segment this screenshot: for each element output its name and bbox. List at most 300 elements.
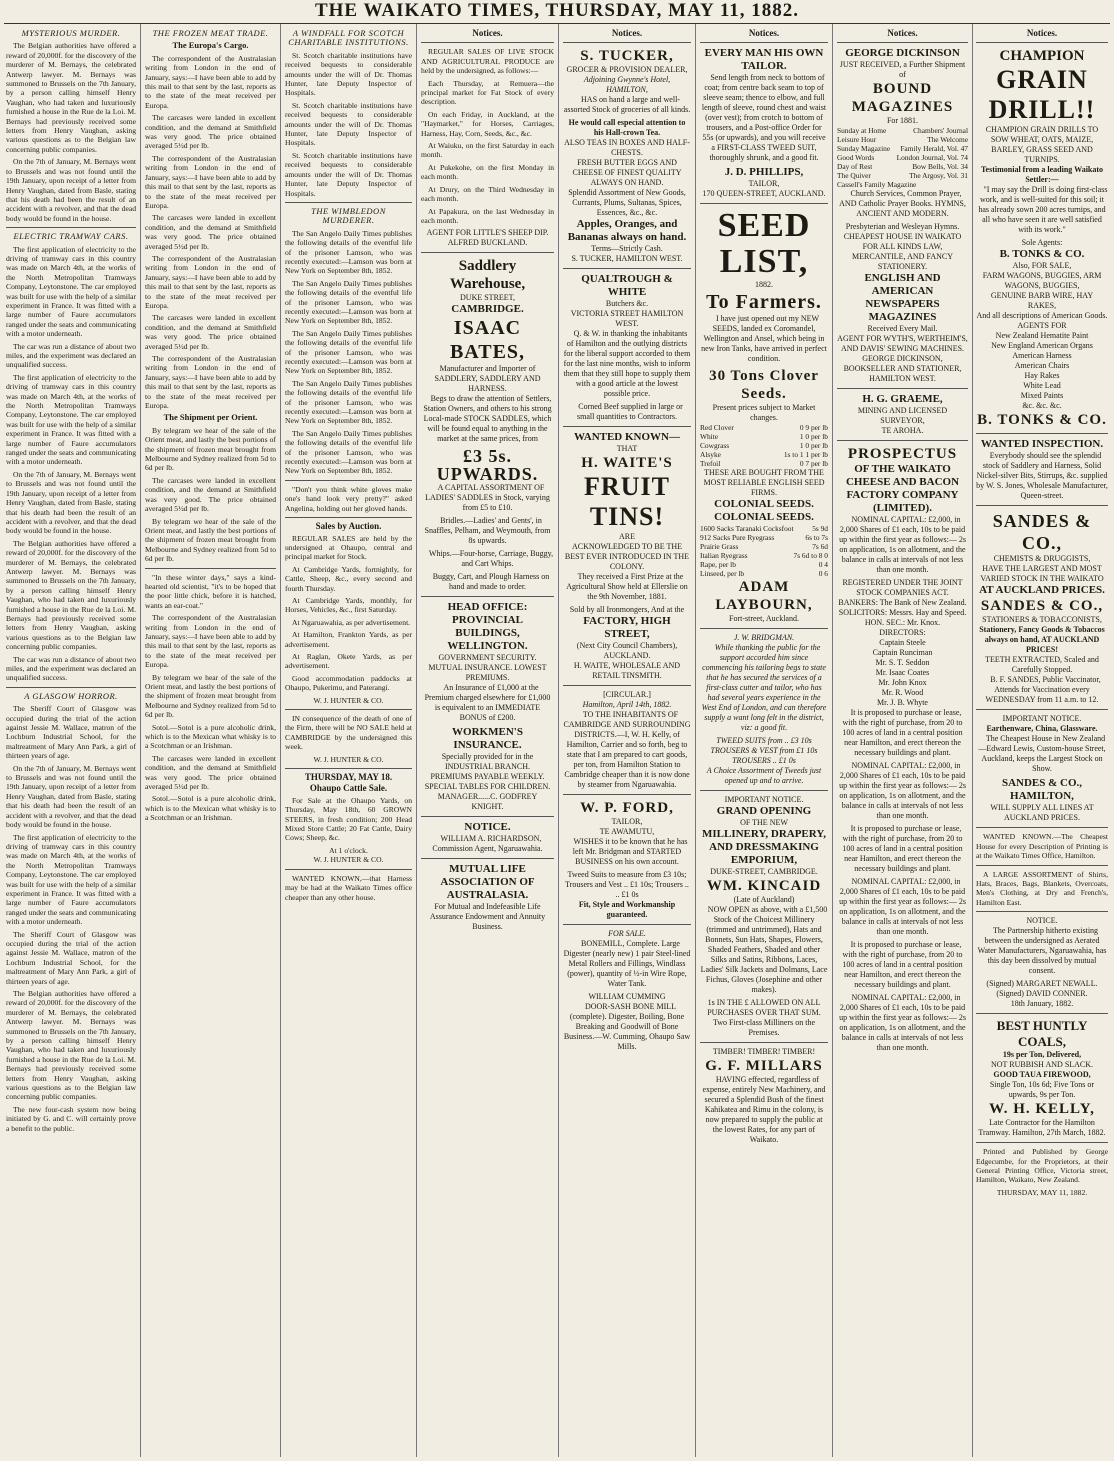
ad-headline: WANTED INSPECTION. — [980, 438, 1104, 451]
section-heading: Notices. — [611, 28, 643, 38]
ad-line: HAVE THE LARGEST AND MOST VARIED STOCK IN THE WAIKATO — [980, 564, 1104, 584]
ad-headline: WANTED KNOWN— — [573, 431, 681, 444]
ad-headline: COLONIAL SEEDS. COLONIAL SEEDS. — [714, 498, 814, 524]
ad-signature: S. TUCKER, HAMILTON WEST. — [571, 254, 683, 264]
ad-line: TE AWAMUTU, — [599, 827, 655, 837]
agent-item: Hay Rakes — [1024, 371, 1060, 381]
divider — [563, 42, 691, 43]
article-title: THE WIMBLEDON MURDERER. — [311, 205, 386, 226]
divider — [421, 252, 554, 253]
ad-signature: W. H. KELLY, — [989, 1101, 1095, 1118]
ad-text: BONEMILL, Complete. Large Digester (nearly new) 1 pair Steel-lined Metal Rollers and Fillings, Windlass (power), quantity of ½-in Wire Rope, Water Tank. — [563, 939, 691, 989]
ad-line: (Signed) MARGARET NEWALL. — [986, 979, 1098, 989]
ad-text: Begs to draw the attention of Settlers, Station Owners, and others to his strong Local-made STOCK SADDLES, which will be found equal to anything in the market at the same prices, from — [423, 394, 552, 444]
column-7 — [837, 27, 968, 1455]
ad-headline: NEWSPAPERS MAGAZINES — [865, 298, 940, 324]
ad-line: ACKNOWLEDGED TO BE THE BEST EVER INTRODUCED IN THE COLONY. — [564, 542, 690, 572]
column-rule — [972, 24, 973, 1457]
fruit-tins-ad — [563, 431, 691, 681]
grain-drill-ad — [976, 47, 1108, 429]
ad-line: 1882. — [755, 280, 773, 290]
article-paragraph: By telegram we hear of the sale of the Orient meat, and lastly the best portions of the shipment of frozen meat brought from Melbourne and Sydney realized from 5d to 6d per lb. — [145, 672, 276, 720]
ad-headline: FRUIT TINS! — [584, 472, 670, 532]
ad-text: NOMINAL CAPITAL: £2,000, in 2,000 Shares of £1 each, 10s to be paid up within the first year as follows:— 2s on application, 1s on allotment, and the balance in calls at intervals of not less than one month. — [839, 761, 966, 821]
forsale-ad — [563, 929, 691, 1052]
column-4 — [421, 27, 554, 1455]
ad-text: On each Friday, in Auckland, at the "Haymarket," for Horses, Carriages, Harness, Hay, Corn, Seeds, &c., &c. — [421, 109, 554, 138]
ad-text: WANTED KNOWN,—that Harness may be had at the Waikato Times office cheaper than any other house. — [285, 873, 412, 902]
agent-item: White Lead — [1023, 381, 1061, 391]
ad-headline: QUALTROUGH & WHITE — [581, 273, 673, 299]
ad-headline: BEST HUNTLY COALS, — [996, 1018, 1088, 1050]
ad-line: MINING AND LICENSED SURVEYOR, — [857, 406, 948, 426]
article-paragraph: The Sheriff Court of Glasgow was occupied during the trial of the action against Jessie M. Wallace, matron of the Lochburn Industrial School, for the maltreatment of Mary Ann Park, a girl of thirteen years of age. — [6, 704, 136, 761]
article-paragraph: "Don't you think white gloves make one's hand look very pretty?" asked Angelina, holding out her gloved hands. — [285, 484, 412, 513]
divider — [976, 827, 1108, 828]
price-row: Red Clover 0 9 per lb — [700, 423, 828, 433]
ad-text: Q. & W. in thanking the inhabitants of Hamilton and the outlying districts for the liberal support accorded to them for the last nine months, wish to inform them that they still hope to supply them with a good article at the lowest possible price. — [563, 329, 691, 399]
ad-line: MANAGER......C. GODFREY KNIGHT. — [437, 792, 538, 812]
sale-time: At 1 o'clock. — [329, 845, 368, 855]
ad-headline: G. F. MILLARS — [705, 1058, 823, 1075]
ad-text: IN consequence of the death of one of the Firm, there will be NO SALE held at CAMBRIDGE by the undersigned this week. — [285, 714, 412, 752]
ad-line: TE AROHA. — [881, 426, 924, 436]
article-paragraph: The correspondent of the Australasian writing from London in the end of January, says:—I have been able to add by this mail to that sent by the last, reports as to the state of the meat received per Europa. — [145, 613, 276, 670]
ad-text: Everybody should see the splendid stock of Saddlery and Harness, Solid Nickel-silver Bits, Stirrups, &c. supplied by W. S. Jones, Wholesale Manufacturer, Queen-street. — [976, 451, 1108, 501]
price-row: Cowgrass 1 0 per lb — [700, 441, 828, 451]
column-rule — [695, 24, 696, 1457]
ad-text: Corned Beef supplied in large or small quantities to Contractors. — [577, 402, 683, 422]
divider — [976, 505, 1108, 506]
ad-text: A LARGE ASSORTMENT of Shirts, Hats, Braces, Bags, Blankets, Overcoats, Men's Clothing, at Dry and French's, Hamilton East. — [976, 869, 1108, 907]
ad-text: Buggy, Cart, and Plough Harness on hand and made to order. — [432, 572, 550, 592]
article-subtitle: The Europa's Cargo. — [172, 40, 249, 51]
ad-headline: J. W. BRIDGMAN. — [733, 633, 795, 643]
ad-text: At Hamilton, Frankton Yards, as per advertisement. — [285, 630, 412, 649]
ad-headline: PROSPECTUS — [847, 446, 958, 463]
article-paragraph: The new four-cash system now being initiated by G. and C. will certainly prove a benefit to the public. — [6, 1104, 136, 1133]
ad-line: AGENT FOR WYTH'S, WERTHEIM'S, AND DAVIS' SEWING MACHINES. — [837, 334, 968, 354]
director-name: Mr. John Knox — [878, 678, 927, 688]
column-rule — [832, 24, 833, 1457]
divider — [700, 790, 828, 791]
ad-line: TROUSERS .. £1 0s — [732, 756, 796, 766]
prospectus-ad — [837, 445, 968, 1053]
director-name: Mr. R. Wood — [881, 688, 924, 698]
ad-line: FARM WAGONS, BUGGIES, ARM WAGONS, BUGGIES, — [982, 271, 1102, 291]
ad-headline: AT AUCKLAND PRICES. — [979, 584, 1105, 597]
ad-line: AGENT FOR LITTLE'S SHEEP DIP. — [426, 228, 549, 238]
ad-text: REGULAR SALES OF LIVE STOCK AND AGRICULTURAL PRODUCE are held by the undersigned, as follows:— — [421, 47, 554, 76]
ad-headline: WORKMEN'S INSURANCE. — [452, 726, 523, 752]
divider — [976, 911, 1108, 912]
ad-text: I have just opened out my NEW SEEDS, landed ex Coromandel, Wellington and Ansel, which being in new Iron Tanks, have arrived in perfect condition. — [701, 314, 827, 364]
inspection-ad — [976, 438, 1108, 501]
article-paragraph: The Belgian authorities have offered a reward of 20,000f. for the discovery of the murderer of M. Bernays, the celebrated Antwerp lawyer. M. Bernays was summoned to Brussels on the 7th January, by a person calling himself Henry Vaughan, who had taken and luxuriously furnished a house in the Rue de la Loi. M. Bernays had previously received some letters from Henry Vaughan, asking various questions as to the Belgian law concerning public companies. — [6, 989, 136, 1102]
magazine-row: Sunday at Home Chambers' Journal — [837, 126, 968, 136]
ad-text: At Ngaruawahia, as per advertisement. — [292, 617, 411, 627]
ad-text: It is proposed to purchase or lease, with the right of purchase, from 20 to 100 acres of land in a central position near Hamilton, and erect thereon the necessary buildings and plant. — [842, 708, 963, 758]
ad-line: SOLICITORS: Messrs. Hay and Speed. — [838, 608, 967, 618]
tucker-ad — [563, 47, 691, 264]
ad-block — [421, 228, 554, 248]
sandes-ad — [976, 510, 1108, 705]
ad-line: (Next City Council Chambers), AUCKLAND. — [576, 641, 678, 661]
agent-item: New Zealand Hematite Paint — [995, 331, 1089, 341]
director-name: Mr. J. B. Whyte — [877, 698, 928, 708]
ad-headline: J. D. PHILLIPS, — [724, 166, 804, 179]
ad-text: WILLIAM A. RICHARDSON, Commission Agent, Ngaruawahia. — [432, 834, 543, 854]
ad-signature: B. TONKS & CO. — [977, 412, 1107, 429]
article-title: A GLASGOW HORROR. — [24, 690, 118, 701]
ad-signature: W. J. HUNTER & CO. — [313, 754, 384, 764]
ad-signature: W. J. HUNTER & CO. — [313, 695, 384, 705]
ad-text: It is proposed to purchase or lease, with the right of purchase, from 20 to 100 acres of land in a central position near Hamilton, and erect thereon the necessary buildings and plant. — [842, 824, 963, 874]
imprint: Printed and Published by George Edgecumbe, for the Proprietors, at their General Printing Office, Victoria street, Hamilton, Waikato, New Zealand. — [976, 1147, 1108, 1185]
ad-line: Sole Agents: — [1021, 238, 1063, 248]
ad-headline: GEORGE DICKINSON — [845, 47, 960, 60]
ad-line: 170 QUEEN-STREET, AUCKLAND. — [702, 189, 826, 199]
divider — [837, 440, 968, 441]
magazine-row: The Quiver The Argosy, Vol. 31 — [837, 171, 968, 181]
ad-text: Whips.—Four-horse, Carriage, Buggy, and Cart Whips. — [428, 549, 554, 569]
ad-line: Hamilton, April 14th, 1882. — [582, 700, 672, 710]
ad-text: HAS on hand a large and well-assorted Stock of groceries of all kinds. — [563, 95, 691, 115]
article-paragraph: By telegram we hear of the sale of the Orient meat, and lastly the best portions of the shipment of frozen meat brought from Melbourne and Sydney realized from 5d to 6d per lb. — [145, 425, 276, 473]
article-title: ELECTRIC TRAMWAY CARS. — [13, 231, 129, 242]
divider — [700, 42, 828, 43]
ad-line: Tweed Suits to measure from £3 10s; Trousers and Vest .. £1 10s; Trousers .. .. £1 0s — [565, 870, 689, 900]
article-paragraph: The correspondent of the Australasian writing from London in the end of January, says:—I have been able to add by this mail to that sent by the last, reports as to the state of the meat received per Europa. — [145, 354, 276, 411]
article-paragraph: By telegram we hear of the sale of the Orient meat, and lastly the best portions of the shipment of frozen meat brought from Melbourne and Sydney realized from 5d to 6d per lb. — [145, 516, 276, 564]
ad-line: Presbyterian and Wesleyan Hymns. — [845, 222, 960, 232]
ad-line: GROCER & PROVISION DEALER, — [566, 65, 688, 75]
article-paragraph: The San Angelo Daily Times publishes the following details of the eventful life of the prisoner Lamson, who was recently executed:—Lamson was born at New York on September 8th, 1852. — [285, 278, 412, 326]
ad-text: WANTED KNOWN.—The Cheapest House for every Description of Printing is at the Waikato Times Office, Hamilton. — [976, 832, 1108, 861]
director-name: Captain Steele — [879, 638, 926, 648]
divider — [145, 568, 276, 569]
article-paragraph: "In these winter days," says a kind-hearted old scientist, "it's to be hoped that the poor little chick, before it is hatched, wants an ear-coat." — [145, 572, 276, 610]
price-row: Trefoil 0 7 per lb — [700, 459, 828, 469]
ad-line: He would call especial attention to his Hall-crown Tea. — [568, 118, 686, 138]
ad-line: 19s per Ton, Delivered, — [1002, 1050, 1082, 1060]
divider — [563, 426, 691, 427]
notice-ad — [421, 821, 554, 854]
timber-ad — [700, 1047, 828, 1145]
divider — [285, 768, 412, 769]
ad-headline: NOTICE. — [1026, 916, 1058, 926]
ad-text: WISHES it to be known that he has left Mr. Bridgman and STARTED BUSINESS on his own account. — [572, 837, 688, 867]
column-rule — [558, 24, 559, 1457]
ad-text: NOW OPEN as above, with a £1,500 Stock of the Choicest Millinery (trimmed and untrimmed), Hats and Bonnets, Sun Hats, Shapes, Flowers, Shaded Feathers, Shaded and other Silks and Satins, Ribbons, Laces, Ladies' Silk Jackets and Dolmans, Lace Fichus, Gloves (Josephine and other makes). — [700, 905, 828, 995]
section-heading: Notices. — [748, 28, 780, 38]
ad-line: [CIRCULAR.] — [603, 690, 651, 700]
director-name: Captain Runciman — [872, 648, 933, 658]
ad-line: THAT — [616, 444, 638, 454]
column-8 — [976, 27, 1108, 1455]
ad-line: NOT RUBBISH AND SLACK. — [990, 1060, 1094, 1070]
ad-line: Stationery, Fancy Goods & Tobaccos always on hand, AT AUCKLAND PRICES! — [979, 625, 1105, 655]
divider — [285, 869, 412, 870]
article-title: A WINDFALL FOR SCOTCH CHARITABLE INSTITUTIONS. — [288, 28, 409, 48]
ad-text: Each Thursday, at Remuera—the principal market for Fat Stock of every description. — [421, 78, 554, 107]
ad-line: Fort-street, Auckland. — [729, 614, 799, 624]
ad-line: Splendid Assortment of New Goods, Currants, Plums, Sultanas, Spices, Essences, &c., &c. — [568, 188, 686, 218]
ad-line: DUKE STREET, — [460, 293, 515, 303]
magazine-row: Cassell's Family Magazine — [837, 180, 917, 190]
section-heading: Notices. — [1026, 28, 1058, 38]
ad-line: DIRECTORS: — [879, 628, 926, 638]
ad-headline: FOR SALE. — [608, 929, 646, 939]
ad-line: Late Contractor for the Hamilton Tramway. Hamilton, 27th March, 1882. — [978, 1118, 1106, 1138]
article-paragraph: The Belgian authorities have offered a reward of 20,000f. for the discovery of the murderer of M. Bernays, the celebrated Antwerp lawyer. M. Bernays was summoned to Brussels on the 7th January, by a person calling himself Henry Vaughan, who had taken and luxuriously furnished a house in the Rue de la Loi. M. Bernays had previously received some letters from Henry Vaughan, asking various questions as to the Belgian law concerning public companies. — [6, 41, 136, 154]
agent-item: New England American Organs — [991, 341, 1093, 351]
ad-signature: GEORGE DICKINSON, BOOKSELLER AND STATIONER, HAMILTON WEST. — [843, 354, 962, 384]
ad-headline: MUTUAL LIFE ASSOCIATION OF AUSTRALASIA. — [440, 863, 535, 902]
article-paragraph: The Belgian authorities have offered a reward of 20,000f. for the discovery of the murderer of M. Bernays, the celebrated Antwerp lawyer. M. Bernays was summoned to Brussels on the 7th January, by a person calling himself Henry Vaughan, who had taken and luxuriously furnished a house in the Rue de la Loi. M. Bernays had previously received some letters from Henry Vaughan, asking various questions as to the Belgian law concerning public companies. — [6, 538, 136, 652]
divider — [976, 42, 1108, 43]
director-name: Mr. Isaac Coates — [875, 668, 930, 678]
ad-headline: SANDES & CO., — [992, 511, 1092, 554]
divider — [976, 1013, 1108, 1014]
ad-line: SPECIAL TABLES FOR CHILDREN. — [424, 782, 551, 792]
ad-text: For Sale at the Ohaupo Yards, on Thursday, May 18th, 60 GROWN STEERS, in fresh condition; 200 Head Mixed Store Cattle; 20 Fat Cattle, Dairy Cows; Sheep, &c. — [285, 795, 412, 843]
ad-line: Sold by all Ironmongers, And at the — [569, 605, 685, 615]
ad-line: FRESH BUTTER EGGS AND CHEESE OF FINEST QUALITY ALWAYS ON HAND. — [572, 158, 682, 188]
coal-ad — [976, 1018, 1108, 1138]
bridgman-ad — [700, 633, 828, 786]
ad-headline: Saddlery Warehouse, — [449, 258, 526, 293]
ad-headline: Earthenware, China, Glassware. — [986, 724, 1098, 734]
ad-line: THESE ARE BOUGHT FROM THE MOST RELIABLE ENGLISH SEED FIRMS. — [703, 468, 825, 498]
ad-line: WILL SUPPLY ALL LINES AT AUCKLAND PRICES. — [990, 803, 1094, 823]
divider — [976, 1142, 1108, 1143]
ad-line: ALSO TEAS IN BOXES AND HALF-CHESTS. — [564, 138, 690, 158]
column-1 — [6, 27, 136, 1455]
agent-item: American Harness — [1012, 351, 1072, 361]
ad-line: TAILOR, — [611, 817, 643, 827]
ad-headline: H. WAITE'S — [581, 455, 673, 472]
partnership-notice — [976, 916, 1108, 1009]
ad-text: Church Services, Common Prayer, AND Catholic Prayer Books. HYMNS, ANCIENT AND MODERN. — [839, 189, 966, 219]
ad-headline: SEED LIST, — [717, 207, 811, 281]
ad-headline: GRAIN — [996, 65, 1088, 95]
article-paragraph: Sotol.—Sotol is a pure alcoholic drink, which is to the Mexican what whisky is to a Scotchman or an Irishman. — [145, 722, 276, 751]
ad-line: DUKE-STREET, CAMBRIDGE. — [710, 867, 818, 877]
article-paragraph: On the 7th of January, M. Bernays went to Brussels and was not found until the 19th January, upon receipt of a letter from Henry Vaughan, dated from Basle, stating that his death had been the result of an accident with a revolver, and that the dead body would be found in the house. — [6, 469, 136, 536]
section-heading: Notices. — [887, 28, 918, 38]
ad-headline: FACTORY, HIGH STREET, — [583, 615, 671, 641]
price-row: Linseed, per lb 0 6 — [700, 569, 828, 579]
article-paragraph: On the 7th of January, M. Bernays went to Brussels and was not found until the 19th January, upon receipt of a letter from Henry Vaughan, dated from Basle, stating that his death had been the result of an accident with a revolver, and that the dead body would be found in the house. — [6, 763, 136, 830]
divider — [421, 596, 554, 597]
ad-headline: W. P. FORD, — [580, 800, 674, 817]
tailor-ad — [700, 47, 828, 199]
ad-text: HAVING effected, regardless of expense, entirely New Machinery, and secured a Splendid Bush of the finest Kahikatea and Rimu in the colony, is now prepared to supply the public at the lowest Rates, for any part of Waikato. — [702, 1075, 826, 1145]
ad-text: At Papakura, on the last Wednesday in each month. — [421, 206, 554, 225]
ad-line: BANKERS: The Bank of New Zealand. — [838, 598, 967, 608]
ad-line: (Late of Auckland) — [733, 895, 795, 905]
ad-text: NOMINAL CAPITAL: £2,000, in 2,000 Shares of £1 each, 10s to be paid up within the first year as follows:— 2s on application, 1s on allotment, and the balance in calls at intervals of not less than one month. — [839, 993, 966, 1053]
ad-line: Terms—Strictly Cash. — [591, 244, 663, 254]
price-row: 1600 Sacks Taranaki Cocksfoot 5s 9d — [700, 524, 828, 534]
price-row: Prairie Grass 7s 6d — [700, 542, 828, 552]
ad-text: Bridles.—Ladies' and Gents', in Snaffles, Pelham, and Weymouth, from 8s upwards. — [424, 516, 551, 546]
ad-line: IMPORTANT NOTICE. — [724, 795, 804, 805]
divider — [563, 268, 691, 269]
ad-text: DOOR-SASH BONE MILL (complete). Digester, Boiling, Bone Breaking and Goodwill of Bone Business.—W. Cumming, Ohaupo Saw Mills. — [563, 1002, 691, 1052]
ad-line: Also, FOR SALE, — [1012, 261, 1072, 271]
ad-headline: 30 Tons Clover Seeds. — [709, 368, 819, 403]
sale-date: THURSDAY, MAY 18. — [304, 772, 393, 783]
ad-signature: ADAM LAYBOURN, — [715, 579, 813, 614]
ad-line: Apples, Oranges, and Bananas always on hand. — [567, 218, 687, 244]
price-row: White 1 0 per lb — [700, 432, 828, 442]
article-subtitle: The Shipment per Orient. — [163, 412, 258, 423]
ad-headline: NOTICE. — [464, 821, 511, 834]
ad-line: GOOD TAUA FIREWOOD, — [993, 1070, 1091, 1080]
ad-headline: BOUND MAGAZINES — [851, 81, 954, 116]
divider — [563, 685, 691, 686]
divider — [563, 794, 691, 795]
ad-line: Butchers &c. — [605, 299, 649, 309]
divider — [285, 202, 412, 203]
divider — [700, 1042, 828, 1043]
price-row: Italian Ryegrass 7s 6d to 8 0 — [700, 551, 828, 561]
column-rule — [140, 24, 141, 1457]
section-heading: Notices. — [472, 28, 503, 38]
ad-line: STATIONERS & TOBACCONISTS, — [982, 615, 1102, 625]
column-rule — [416, 24, 417, 1457]
article-paragraph: The first application of electricity to the driving of tramway cars in this country was made on March 4th, at the works of the North Metropolitan Tramways Company, Leytonstone. The car employed was built for use with the help of a similar experiment in France. It was fitted with a large number of Faure accumulators ranged under the seats and communicating with a motor underneath. — [6, 832, 136, 927]
ad-line: JUST RECEIVED, a Further Shipment of — [839, 60, 966, 80]
ad-line: ALFRED BUCKLAND. — [447, 238, 528, 248]
ad-line: CAMBRIDGE. — [451, 303, 524, 316]
seed-ad — [700, 208, 828, 624]
ad-text: A CAPITAL ASSORTMENT OF LADIES' SADDLES in Stock, varying from £5 to £10. — [425, 483, 550, 513]
ad-text: REGULAR SALES are held by the undersigned at Ohaupo, central and principal market for Stock. — [285, 533, 412, 562]
ad-line: For 1881. — [886, 116, 919, 126]
ad-line: TEETH EXTRACTED, Scaled and Carefully Stopped. — [985, 655, 1099, 675]
insurance-ad — [421, 601, 554, 812]
ad-line: TAILOR, — [748, 179, 780, 189]
ad-line: 1s IN THE £ ALLOWED ON ALL PURCHASES OVER THAT SUM. — [707, 998, 821, 1018]
ad-line: TWEED SUITS from .. £3 10s — [716, 736, 812, 746]
ad-line: CHEAPEST HOUSE IN WAIKATO FOR ALL KINDS LAW, MERCANTILE, AND FANCY STATIONERY. — [843, 232, 962, 272]
ad-line: 18th January, 1882. — [1010, 999, 1074, 1009]
article-paragraph: On the 7th of January, M. Bernays went to Brussels and was not found until the 19th January, upon receipt of a letter from Henry Vaughan, dated from Basle, stating that his death had been the result of an accident with a revolver, and that the dead body would be found in the house. — [6, 157, 136, 223]
ad-text: NOMINAL CAPITAL: £2,000, in 2,000 Shares of £1 each, 10s to be paid up within the first year as follows:— 2s on application, 1s on allotment, and the balance in calls at intervals of not less than one month. — [839, 877, 966, 937]
divider — [700, 203, 828, 204]
sale-title: Ohaupo Cattle Sale. — [309, 783, 388, 794]
ad-text: An Insurance of £1,000 at the Premium charged elsewhere for £1,000 is equivalent to an IMMEDIATE BONUS of £200. — [424, 683, 551, 723]
article-paragraph: Sotol.—Sotol is a pure alcoholic drink, which is to the Mexican what whisky is to a Scotchman or an Irishman. — [145, 794, 276, 823]
ad-text: NOMINAL CAPITAL: £2,000, in 2,000 Shares of £1 each, 10s to be paid up within the first year as follows:— 2s on application, 1s on allotment, and the balance in calls at intervals of not less than one month. — [839, 515, 966, 575]
divider — [285, 480, 412, 481]
article-paragraph: The San Angelo Daily Times publishes the following details of the eventful life of the prisoner Lamson, who was recently executed:—Lamson was born at New York on September 8th, 1852. — [285, 378, 412, 426]
ad-line: (Signed) DAVID CONNER. — [996, 989, 1088, 999]
ad-line: Received Every Mail. — [867, 324, 938, 334]
ad-line: AGENTS FOR — [1017, 321, 1067, 331]
dickinson-ad — [837, 47, 968, 384]
ad-headline: S. TUCKER, — [580, 48, 674, 65]
magazine-row: Leisure Hour The Welcome — [837, 135, 968, 145]
divider — [563, 924, 691, 925]
ad-text: At Cambridge Yards, monthly, for Horses, Vehicles, &c., first Saturday. — [285, 595, 412, 615]
magazine-row: Good Words London Journal, Vol. 74 — [837, 153, 968, 163]
ad-line: Two First-class Milliners on the Premises. — [712, 1018, 816, 1038]
divider — [285, 709, 412, 710]
article-paragraph: The carcases were landed in excellent condition, and the demand at Smithfield was very good. The price obtained averaged 5½d per lb. — [145, 475, 276, 514]
ad-headline: DRILL!! — [988, 95, 1096, 125]
ad-line: Present prices subject to Market changes. — [712, 403, 816, 423]
article-paragraph: The San Angelo Daily Times publishes the following details of the eventful life of the prisoner Lamson, who was recently executed:—Lamson was born at New York on September 8th, 1852. — [285, 328, 412, 376]
article-paragraph: The carcases were landed in excellent condition, and the demand at Smithfield was very good. The price obtained averaged 5½d per lb. — [145, 213, 276, 251]
ad-text: TO THE INHABITANTS OF CAMBRIDGE AND SURROUNDING DISTRICTS.—I, W. H. Kelly, of Hamilton, Carrier and so forth, beg to state that I am prepared to cart goods, per ton, from Hamilton Station to Cambridge cheaper than it is now done by steamer from Ngaruawahia. — [563, 710, 691, 790]
ad-headline: CHAMPION — [999, 48, 1085, 65]
divider — [976, 709, 1108, 710]
earthenware-ad — [976, 714, 1108, 823]
ford-ad — [563, 799, 691, 920]
column-3 — [285, 27, 412, 1455]
ad-text: While thanking the public for the support accorded him since commencing his tailoring begs to state that he has secured the services of a first-class cutter and tailor, who has had several years experience in the West End of London, and can therefore supply a want long felt in the district, viz: a good fit. — [701, 643, 827, 733]
divider — [837, 388, 968, 389]
ad-line: GENUINE BARB WIRE, HAY RAKES, — [990, 291, 1094, 311]
millinery-ad — [700, 795, 828, 1038]
ad-line: CHAMPION GRAIN DRILLS TO SOW WHEAT, OATS, MAIZE, BARLEY, GRASS SEED AND TURNIPS. — [985, 125, 1099, 165]
ad-line: And all descriptions of American Goods. — [976, 311, 1108, 321]
article-paragraph: The Sheriff Court of Glasgow was occupied during the trial of the action against Jessie M. Wallace, matron of the Lochburn Industrial School, for the maltreatment of Mary Ann Park, a girl of thirteen years of age. — [6, 929, 136, 986]
article-paragraph: The correspondent of the Australasian writing from London in the end of January, says:—I have been able to add by this mail to that sent by the last, reports as to the state of the meat received per Europa. — [145, 53, 276, 110]
price-row: Rape, per lb 0 4 — [700, 560, 828, 570]
ad-price: £3 5s. UPWARDS. — [436, 446, 539, 485]
ad-line: OF THE NEW — [740, 818, 788, 828]
divider — [421, 816, 554, 817]
article-paragraph: The correspondent of the Australasian writing from London in the end of January, says:—I have been able to add by this mail to that sent by the last, reports as to the state of the meat received per Europa. — [145, 253, 276, 310]
divider — [6, 227, 136, 228]
ad-headline: ISAAC BATES, — [449, 317, 526, 364]
article-paragraph: The car was run a distance of about two miles, and the experiment was declared an unqualified success. — [6, 341, 136, 370]
divider — [421, 42, 554, 43]
graeme-ad — [837, 393, 968, 436]
article-paragraph: St. Scotch charitable institutions have received bequests to considerable amounts under the will of Dr. Thomas Hunter, late Deputy Inspector of Hospitals. — [285, 50, 412, 98]
column-6 — [700, 27, 828, 1455]
ad-headline: WM. KINCAID — [706, 878, 822, 895]
ad-line: CHEMISTS & DRUGGISTS, — [993, 554, 1091, 564]
ad-line: IMPORTANT NOTICE. — [1002, 714, 1082, 724]
mutual-ad — [421, 863, 554, 932]
article-paragraph: The first application of electricity to the driving of tramway cars in this country was made on March 4th, at the works of the North Metropolitan Tramways Company, Leytonstone. The car employed was built for use with the help of a similar experiment in France. It was fitted with a large number of Faure accumulators ranged under the seats and communicating with a motor underneath. — [6, 372, 136, 467]
butcher-ad — [563, 273, 691, 422]
ad-line: For Mutual and Indefeasible Life Assurance Endowment and Annuity Business. — [429, 902, 546, 932]
agent-item: &c. &c. &c. — [1022, 401, 1062, 411]
article-paragraph: The San Angelo Daily Times publishes the following details of the eventful life of the prisoner Lamson, who was recently executed:—Lamson was born at New York on September 8th, 1852. — [285, 228, 412, 276]
ad-text: The Partnership hitherto existing between the undersigned as Aerated Water Manufacturers, Ngaruawahia, has this day been dissolved by mutual consent. — [977, 926, 1107, 976]
ad-headline: SANDES & CO., — [980, 598, 1104, 615]
ad-line: Adjoining Gwynne's Hotel, HAMILTON, — [583, 75, 671, 95]
ad-headline: H. G. GRAEME, — [862, 393, 943, 406]
price-row: 912 Sacks Pure Ryegrass 6s to 7s — [700, 533, 828, 543]
ad-headline: EVERY MAN HIS OWN TAILOR. — [704, 47, 824, 73]
divider — [421, 858, 554, 859]
divider — [976, 865, 1108, 866]
ad-text: At Waiuku, on the first Saturday in each month. — [421, 141, 554, 160]
divider — [285, 517, 412, 518]
imprint-date: THURSDAY, MAY 11, 1882. — [996, 1187, 1088, 1197]
article-paragraph: St. Scotch charitable institutions have received bequests to considerable amounts under the will of Dr. Thomas Hunter, late Deputy Inspector of Hospitals. — [285, 100, 412, 148]
ad-text: "I may say the Drill is doing first-class work, and is well-suited for this soil; it has already sown 200 acres turnips, and all who have seen it are well satisfied with its work." — [978, 185, 1108, 235]
ad-signature: W. J. HUNTER & CO. — [313, 855, 384, 865]
